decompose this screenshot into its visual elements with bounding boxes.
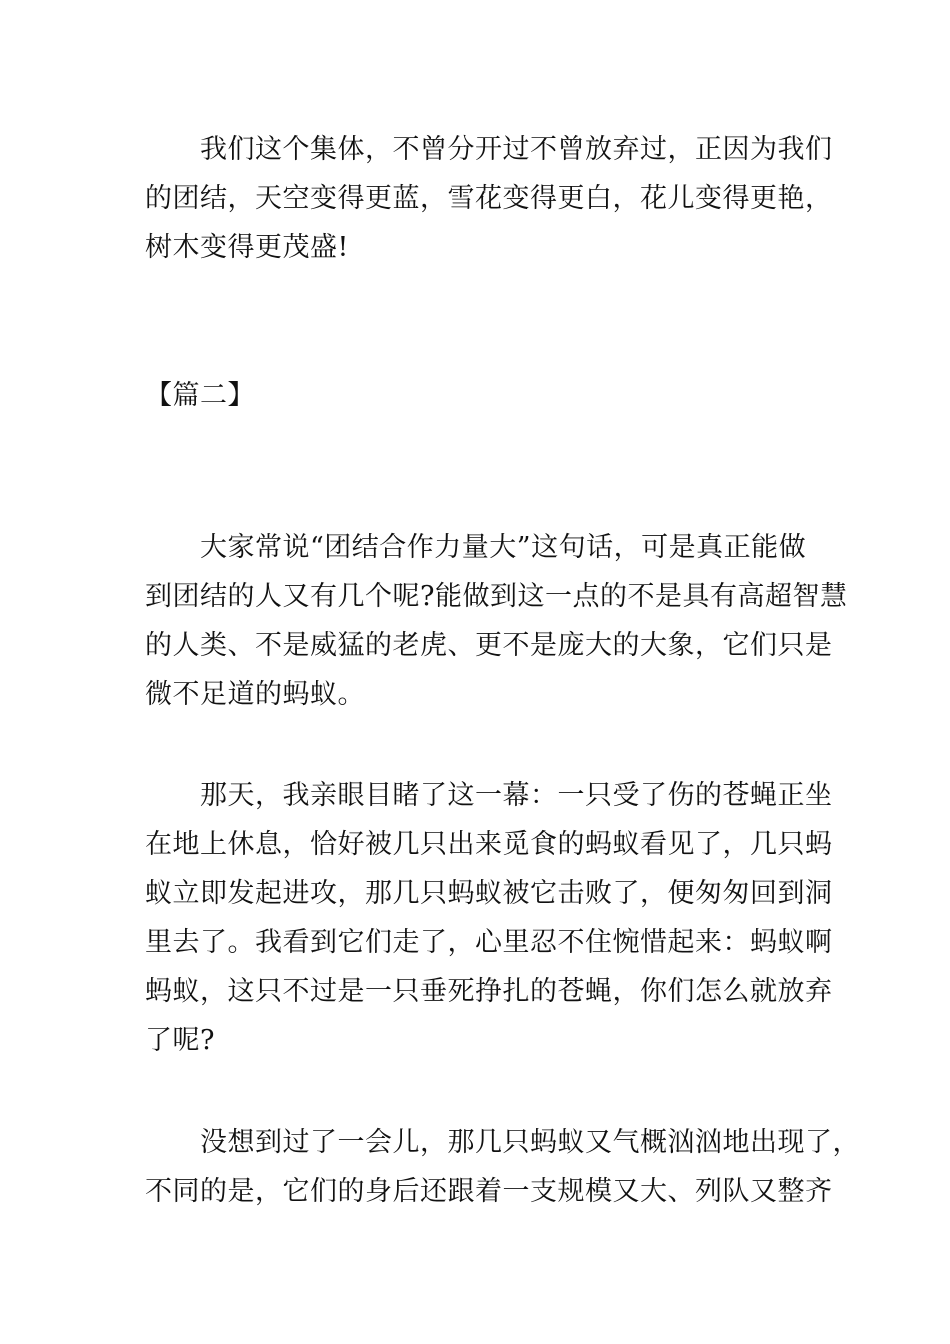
- paragraph-line: 树木变得更茂盛!: [145, 232, 349, 263]
- paragraph-line: 蚂蚁，这只不过是一只垂死挣扎的苍蝇，你们怎么就放弃: [145, 976, 833, 1007]
- paragraph-line: 蚁立即发起进攻，那几只蚂蚁被它击败了，便匆匆回到洞: [145, 878, 833, 909]
- paragraph-line: 了呢?: [145, 1025, 215, 1056]
- paragraph-line: 里去了。我看到它们走了，心里忍不住惋惜起来：蚂蚁啊: [145, 927, 833, 958]
- paragraph-line: 的团结，天空变得更蓝，雪花变得更白，花儿变得更艳，: [145, 183, 833, 214]
- paragraph-line: 微不足道的蚂蚁。: [145, 679, 365, 710]
- paragraph-line: 那天，我亲眼目睹了这一幕：一只受了伤的苍蝇正坐: [200, 780, 833, 811]
- paragraph-line: 不同的是，它们的身后还跟着一支规模又大、列队又整齐: [145, 1176, 833, 1207]
- section-heading: 【篇二】: [145, 380, 255, 411]
- paragraph-line: 到团结的人又有几个呢?能做到这一点的不是具有高超智慧: [145, 581, 848, 612]
- paragraph-line: 在地上休息，恰好被几只出来觅食的蚂蚁看见了，几只蚂: [145, 829, 833, 860]
- paragraph-line: 大家常说“团结合作力量大”这句话，可是真正能做: [200, 532, 807, 563]
- paragraph-line: 我们这个集体，不曾分开过不曾放弃过，正因为我们: [200, 134, 833, 165]
- paragraph-line: 没想到过了一会儿，那几只蚂蚁又气概汹汹地出现了，: [200, 1127, 860, 1158]
- paragraph-line: 的人类、不是威猛的老虎、更不是庞大的大象，它们只是: [145, 630, 833, 661]
